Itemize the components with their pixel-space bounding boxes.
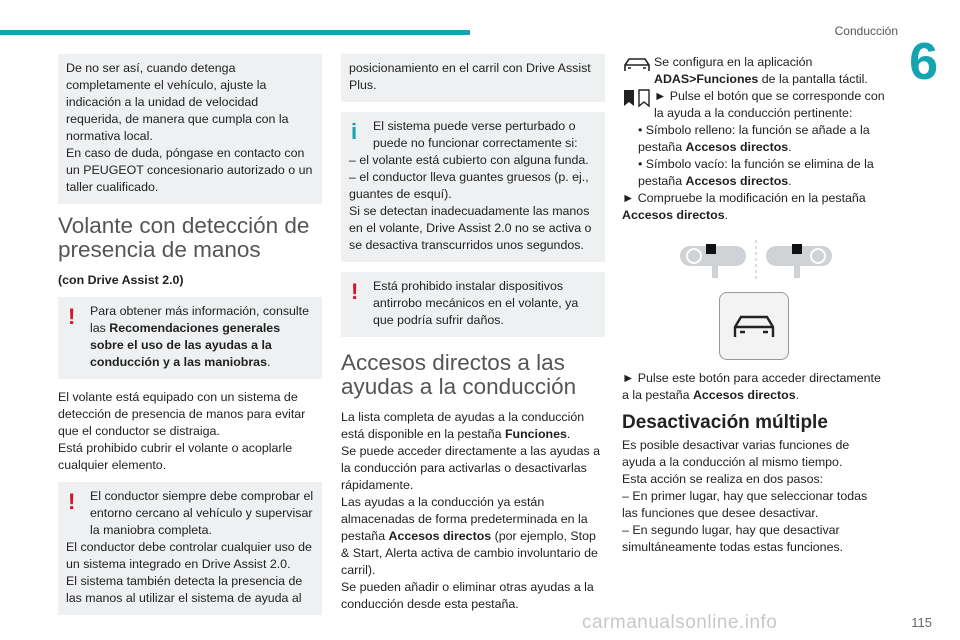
text: Para obtener más información, consulte las Recomendaciones generales sobre el uso de las ayudas a la conducción y a las maniobras. (90, 304, 310, 369)
config-row (622, 54, 886, 88)
column-2 (341, 54, 605, 613)
text: El sistema también detecta la presencia de las manos al utilizar el sistema de ayuda al (66, 574, 303, 605)
section-subtitle: (con Drive Assist 2.0) (58, 273, 184, 287)
text: ► Pulse este botón para acceder directamente a la pestaña Accesos directos. (622, 371, 881, 402)
warning-box (58, 297, 322, 379)
steering-wheel-icon (680, 244, 746, 278)
continued-box (58, 54, 322, 204)
text: En caso de duda, póngase en contacto con un PEUGEOT concesionario autorizado o un taller cualificado. (66, 146, 313, 194)
text: – En segundo lugar, hay que desactivar simultáneamente todas estas funciones. (622, 523, 844, 554)
hands-on-wheel-illustration (622, 238, 886, 284)
warning-box (341, 272, 605, 337)
info-icon: i (351, 119, 358, 144)
watermark: carmanualsonline.info (582, 612, 778, 633)
info-box (341, 112, 605, 262)
warning-icon: ! (351, 279, 359, 304)
section-title: Accesos directos a las ayudas a la conducción (341, 350, 577, 399)
chapter-number: 6 (909, 33, 938, 91)
column-3 (622, 54, 886, 556)
text: – En primer lugar, hay que seleccionar todas las funciones que desee desactivar. (622, 489, 868, 520)
chapter-title: Conducción (834, 24, 898, 38)
text: ► Pulse el botón que se corresponde con la ayuda a la conducción pertinente: (654, 89, 885, 120)
warning-box (58, 482, 322, 615)
bookmark-icon (622, 88, 654, 113)
bullet: • Símbolo vacío: la función se elimina de la pestaña Accesos directos. (638, 157, 874, 188)
text: El sistema puede verse perturbado o puede no funcionar correctamente si: (373, 119, 578, 150)
text: La lista completa de ayudas a la conducción está disponible en la pestaña Funciones. (341, 410, 585, 441)
bullet: • Símbolo relleno: la función se añade a la pestaña Accesos directos. (638, 123, 870, 154)
warning-icon: ! (68, 489, 76, 514)
text: posicionamiento en el carril con Drive Assist Plus. (349, 61, 591, 92)
continued-box (341, 54, 605, 102)
text: Si se detectan inadecuadamente las manos en el volante, Drive Assist 2.0 no se activa o se desactiva transcurridos unos segundos. (349, 204, 592, 252)
text: Se pueden añadir o eliminar otras ayudas a la conducción desde esta pestaña. (341, 580, 594, 611)
shortcuts-car-button-icon (719, 292, 789, 360)
header-accent-bar (0, 30, 470, 35)
bookmark-row (622, 88, 886, 122)
text: Se puede acceder directamente a las ayudas a la conducción para activarlas o desactivarlas rápidamente. (341, 444, 600, 492)
text: Las ayudas a la conducción ya están almacenadas de forma predeterminada en la pestaña Accesos directos (por ejemplo, Stop & Start, Alerta activa de cambio involuntario de carril). (341, 495, 598, 577)
section-title: Desactivación múltiple (622, 412, 828, 433)
text: Está prohibido cubrir el volante o acoplarle cualquier elemento. (58, 441, 293, 472)
text: Se configura en la aplicación ADAS>Funciones de la pantalla táctil. (654, 55, 868, 86)
text: – el conductor lleva guantes gruesos (p. ej., guantes de esquí). (349, 170, 589, 201)
text: – el volante está cubierto con alguna funda. (349, 153, 589, 167)
text: Es posible desactivar varias funciones de ayuda a la conducción al mismo tiempo. (622, 438, 850, 469)
column-1 (58, 54, 322, 625)
text: Esta acción se realiza en dos pasos: (622, 472, 824, 486)
text: El conductor debe controlar cualquier uso de un sistema integrado en Drive Assist 2.0. (66, 540, 312, 571)
warning-icon: ! (68, 304, 76, 329)
steering-wheel-icon (766, 244, 832, 278)
car-outline-icon (622, 54, 654, 79)
section-title: Volante con detección de presencia de manos (58, 213, 310, 262)
text: De no ser así, cuando detenga completamente el vehículo, ajuste la indicación a la unidad de velocidad requerida, de manera que cumpla con la normativa local. (66, 61, 289, 143)
text: El conductor siempre debe comprobar el entorno cercano al vehículo y supervisar la maniobra completa. (90, 489, 314, 537)
text: ► Compruebe la modificación en la pestaña Accesos directos. (622, 191, 866, 222)
text: Está prohibido instalar dispositivos antirrobo mecánicos en el volante, ya que podría sufrir daños. (373, 279, 579, 327)
text: El volante está equipado con un sistema de detección de presencia de manos para evitar que el conductor se distraiga. (58, 390, 306, 438)
page-number: 115 (911, 615, 932, 630)
